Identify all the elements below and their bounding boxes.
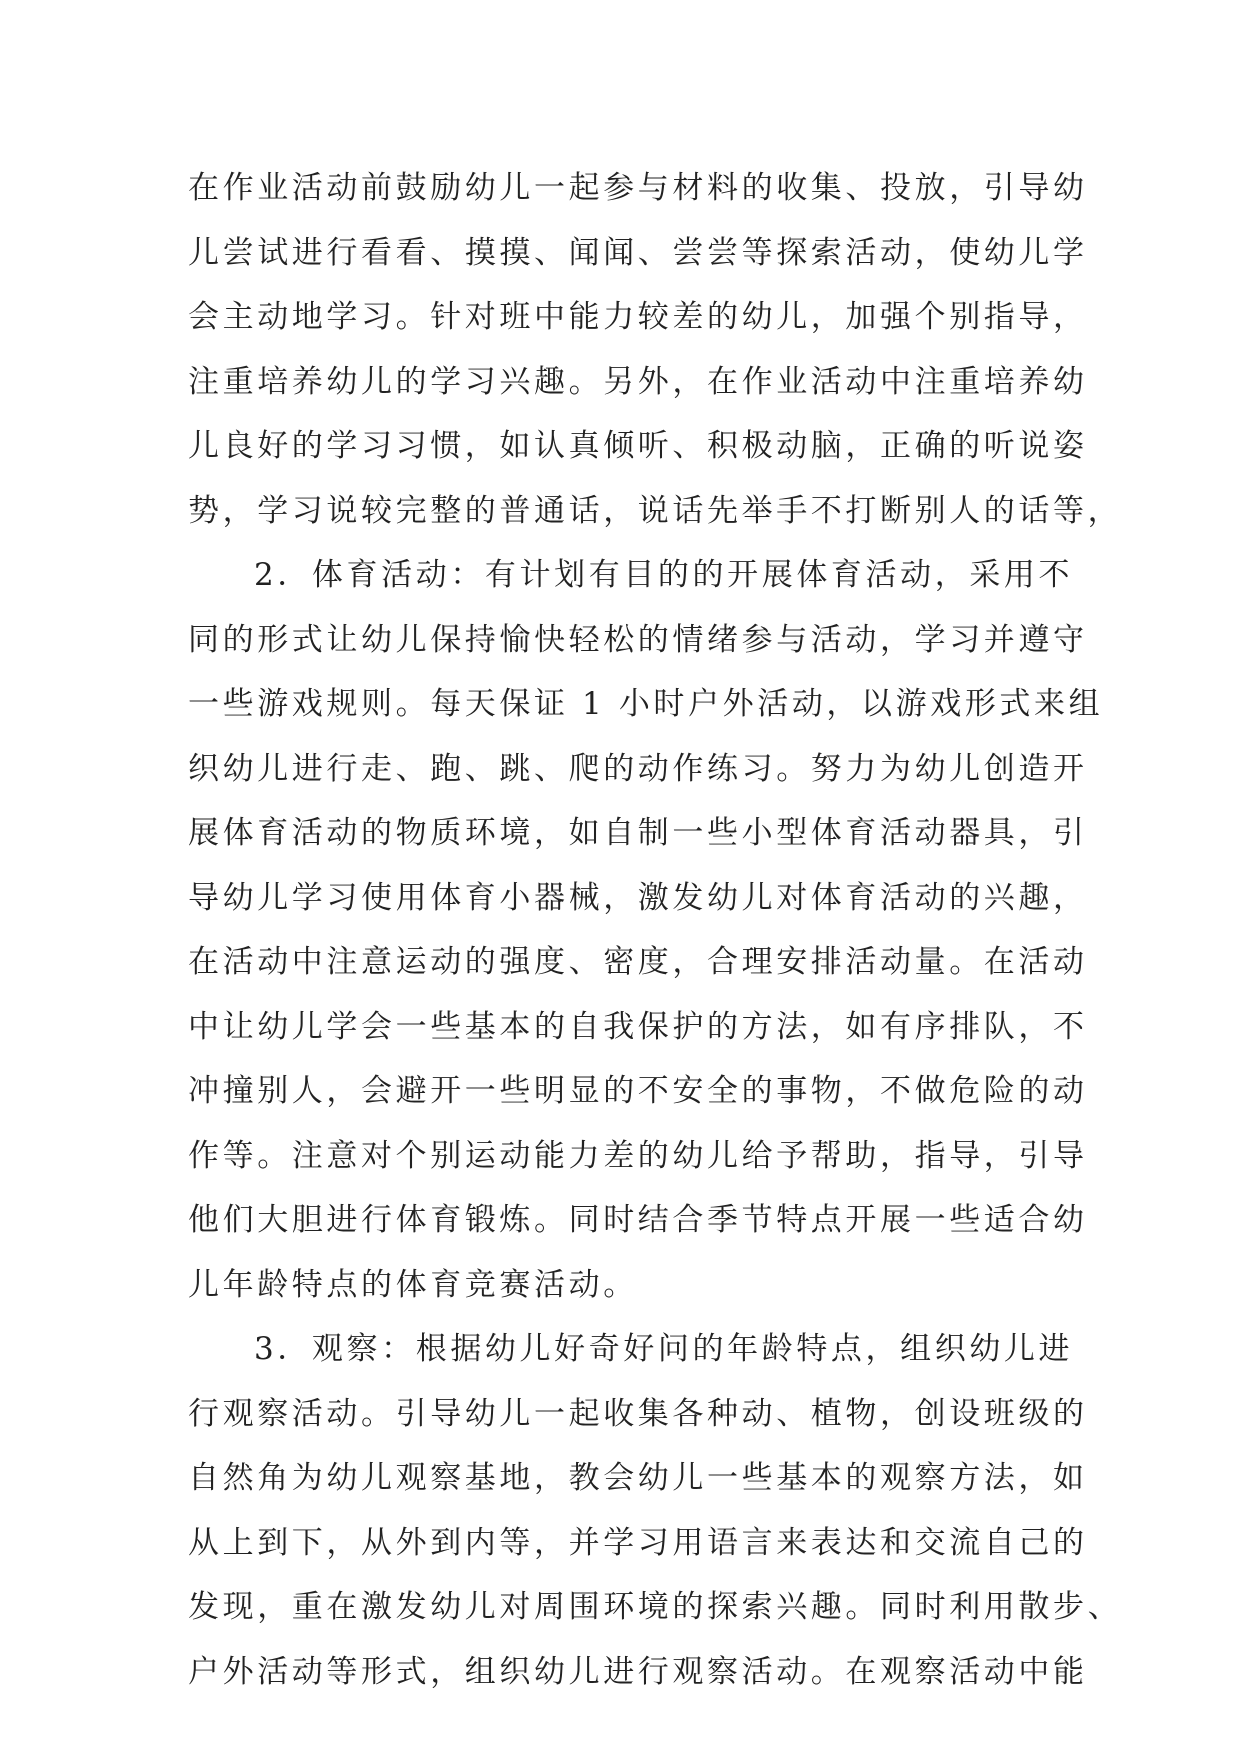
text-line: 儿良好的学习习惯，如认真倾听、积极动脑，正确的听说姿 <box>188 428 1088 464</box>
text-line: 在活动中注意运动的强度、密度，合理安排活动量。在活动 <box>188 944 1088 980</box>
paragraph-1 <box>188 156 1123 543</box>
text-line: 自然角为幼儿观察基地，教会幼儿一些基本的观察方法，如 <box>188 1460 1088 1496</box>
body-text <box>188 156 1123 1704</box>
text-line: 势，学习说较完整的普通话，说话先举手不打断别人的话等， <box>188 492 1123 529</box>
text-line: 展体育活动的物质环境，如自制一些小型体育活动器具，引 <box>188 815 1088 851</box>
text-line: 他们大胆进行体育锻炼。同时结合季节特点开展一些适合幼 <box>188 1202 1088 1238</box>
text-line: 行观察活动。引导幼儿一起收集各种动、植物，创设班级的 <box>188 1395 1088 1432</box>
text-line: 织幼儿进行走、跑、跳、爬的动作练习。努力为幼儿创造开 <box>188 750 1088 787</box>
text-line: 作等。注意对个别运动能力差的幼儿给予帮助，指导，引导 <box>188 1137 1088 1174</box>
text-line: 冲撞别人，会避开一些明显的不安全的事物，不做危险的动 <box>188 1073 1088 1109</box>
text-line: 在作业活动前鼓励幼儿一起参与材料的收集、投放，引导幼 <box>188 170 1088 206</box>
text-line: 从上到下，从外到内等，并学习用语言来表达和交流自己的 <box>188 1524 1088 1561</box>
text-line: 注重培养幼儿的学习兴趣。另外，在作业活动中注重培养幼 <box>188 363 1088 400</box>
text-line: 会主动地学习。针对班中能力较差的幼儿，加强个别指导， <box>188 299 1088 335</box>
text-line: 中让幼儿学会一些基本的自我保护的方法，如有序排队，不 <box>188 1008 1088 1045</box>
text-line: 儿尝试进行看看、摸摸、闻闻、尝尝等探索活动，使幼儿学 <box>188 234 1088 271</box>
text-line: 发现，重在激发幼儿对周围环境的探索兴趣。同时利用散步、 <box>188 1589 1123 1625</box>
text-line: 儿年龄特点的体育竞赛活动。 <box>188 1266 638 1303</box>
text-line: 户外活动等形式，组织幼儿进行观察活动。在观察活动中能 <box>188 1653 1088 1690</box>
text-line: 同的形式让幼儿保持愉快轻松的情绪参与活动，学习并遵守 <box>188 621 1088 658</box>
text-line: 3．观察：根据幼儿好奇好问的年龄特点，组织幼儿进 <box>254 1331 1074 1367</box>
text-line: 2．体育活动：有计划有目的的开展体育活动，采用不 <box>254 557 1074 593</box>
text-line: 导幼儿学习使用体育小器械，激发幼儿对体育活动的兴趣， <box>188 879 1088 916</box>
text-line: 一些游戏规则。每天保证 1 小时户外活动，以游戏形式来组 <box>188 686 1104 722</box>
paragraph-2 <box>188 543 1104 1317</box>
paragraph-3 <box>188 1317 1123 1704</box>
